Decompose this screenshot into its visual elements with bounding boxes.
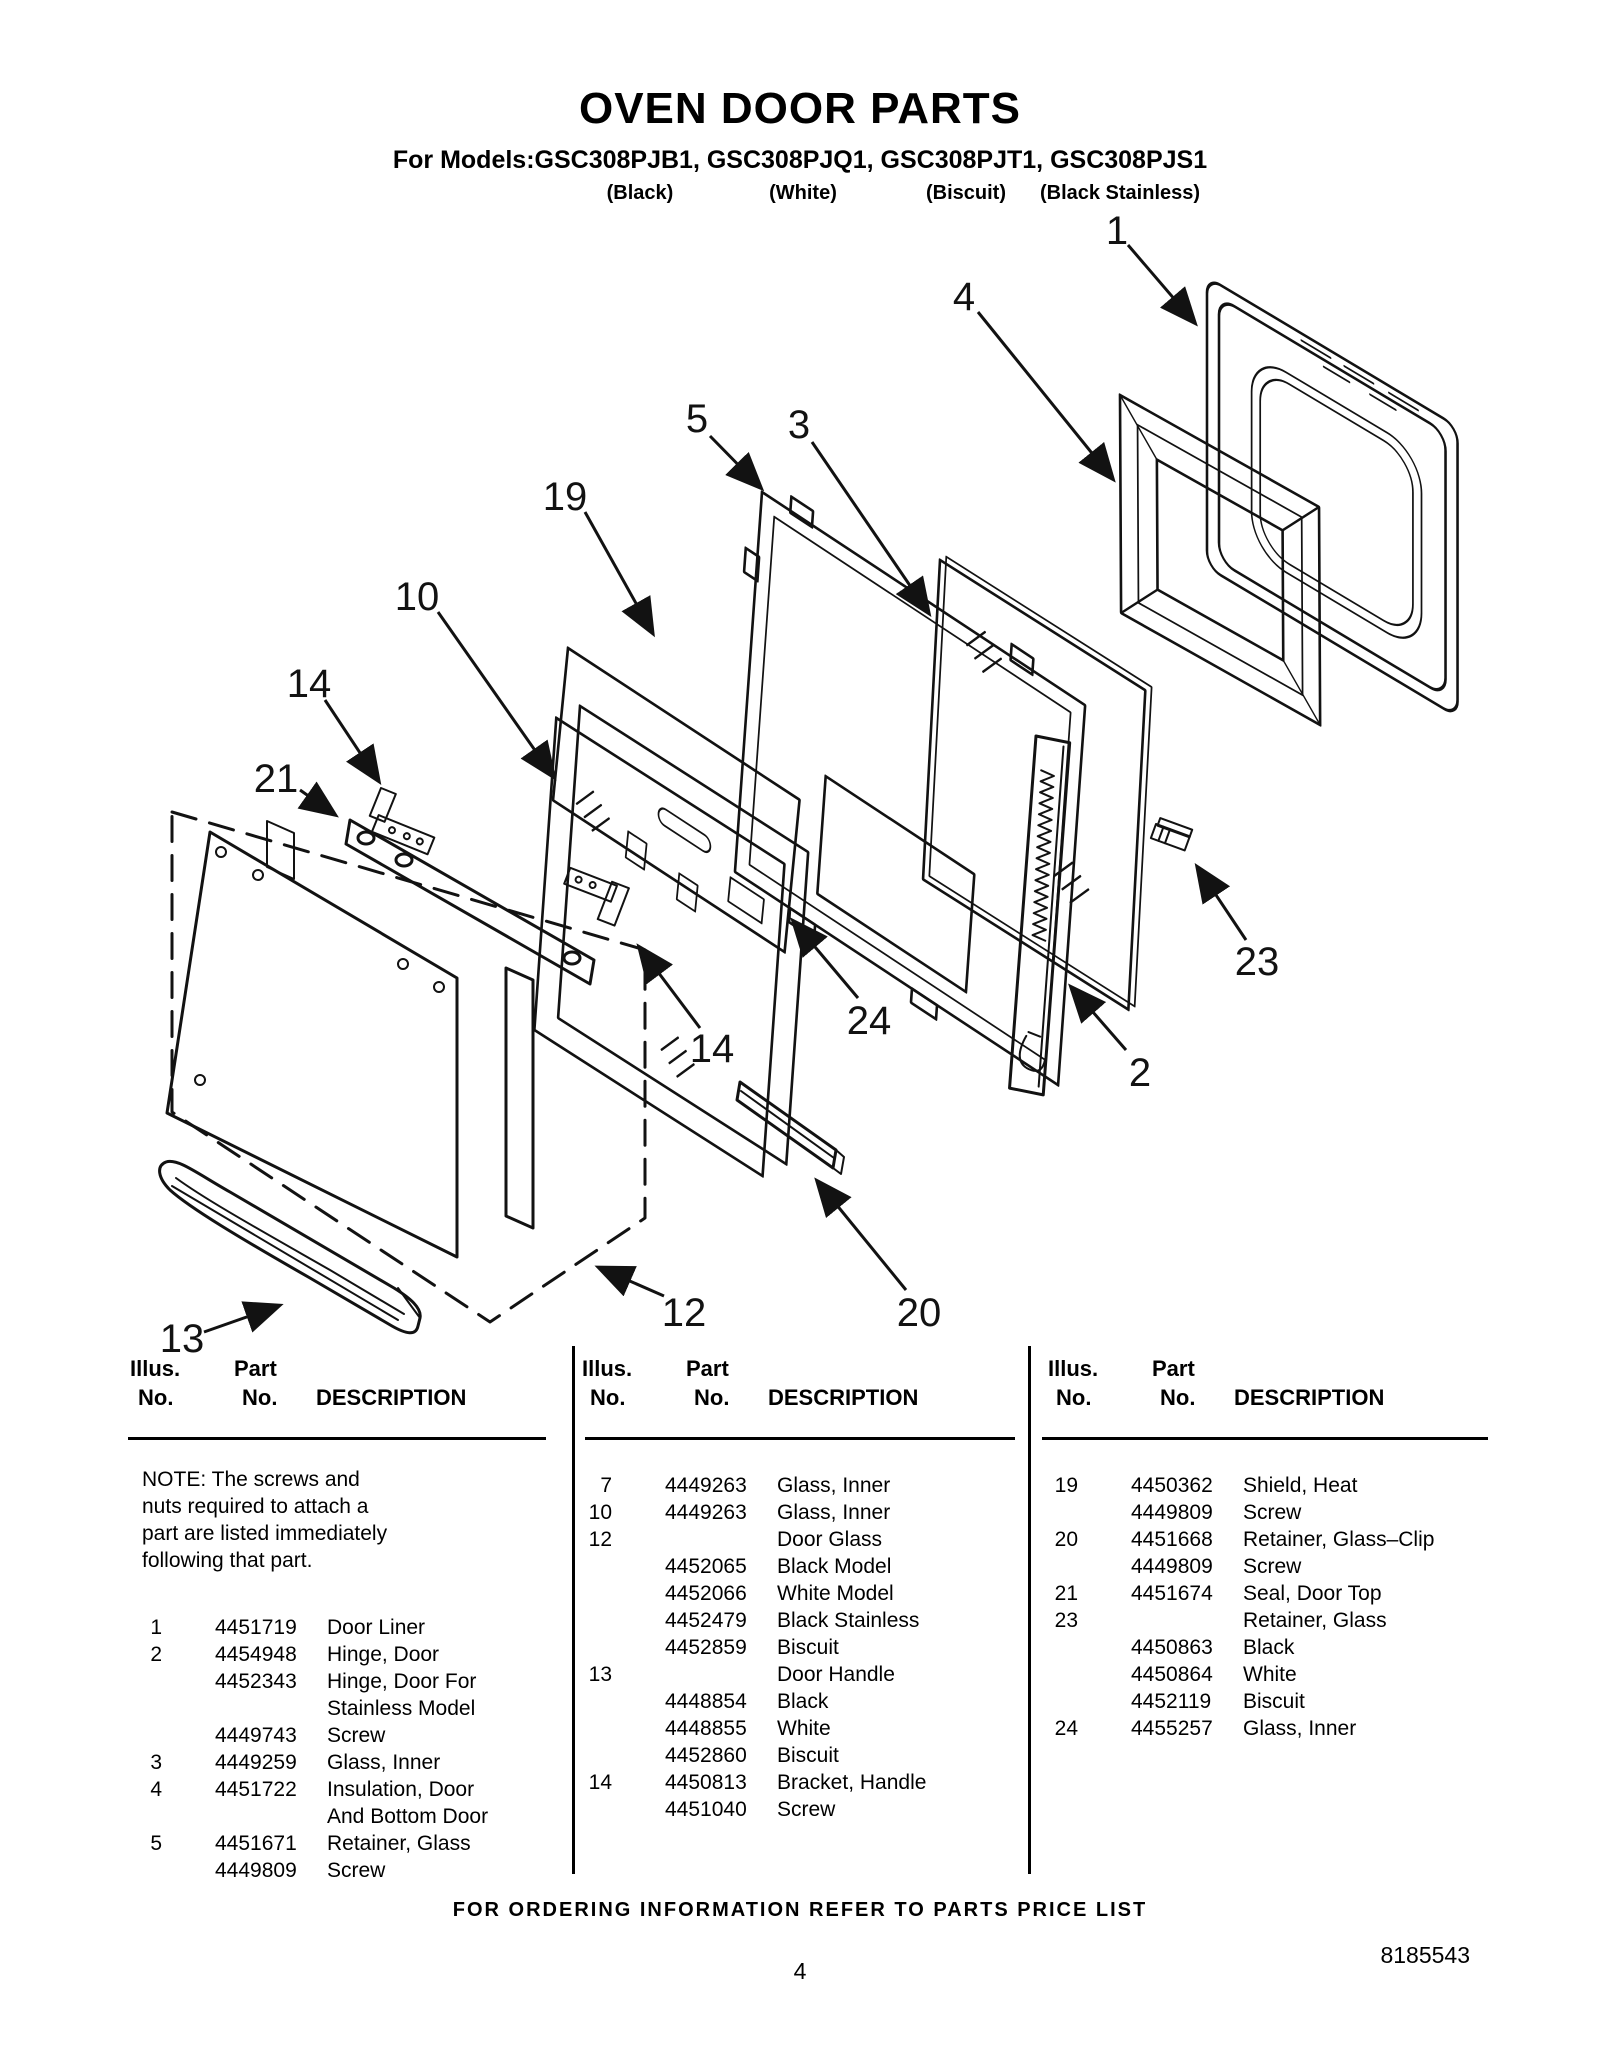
cell-desc: Glass, Inner bbox=[1243, 1717, 1357, 1740]
cell-desc: And Bottom Door bbox=[327, 1805, 489, 1828]
cell-illus bbox=[560, 1715, 612, 1742]
table-row bbox=[1026, 1499, 1486, 1526]
cell-part: 4450813 bbox=[665, 1771, 747, 1794]
callout-label-2: 2 bbox=[1128, 1051, 1152, 1095]
cell-desc: Biscuit bbox=[777, 1636, 839, 1659]
table-row bbox=[560, 1472, 1000, 1499]
glass-retainer-clip-illustration bbox=[1151, 817, 1192, 850]
cell-part: 4449263 bbox=[665, 1501, 747, 1524]
table-note: NOTE: The screws and nuts required to attach a part are listed immediately following that part. bbox=[142, 1468, 388, 1572]
callout-label-5: 5 bbox=[685, 397, 709, 441]
cell-desc: Screw bbox=[1243, 1555, 1302, 1578]
parts-list-col1 bbox=[110, 1614, 550, 1884]
table-row bbox=[110, 1776, 550, 1803]
cell-desc: Biscuit bbox=[1243, 1690, 1305, 1713]
header-no: No. bbox=[138, 1385, 174, 1410]
cell-illus bbox=[560, 1796, 612, 1823]
cell-part: 4449809 bbox=[1131, 1501, 1213, 1524]
table-row bbox=[110, 1803, 550, 1830]
callout-label-14a: 14 bbox=[286, 662, 332, 706]
cell-illus bbox=[110, 1803, 162, 1830]
header-description: DESCRIPTION bbox=[768, 1385, 919, 1410]
cell-illus bbox=[560, 1580, 612, 1607]
cell-desc: Black bbox=[777, 1690, 829, 1713]
table-row bbox=[110, 1722, 550, 1749]
cell-part: 4449259 bbox=[215, 1751, 297, 1774]
cell-desc: Screw bbox=[327, 1724, 386, 1747]
cell-desc: Hinge, Door bbox=[327, 1643, 440, 1666]
cell-desc: Retainer, Glass–Clip bbox=[1243, 1528, 1435, 1551]
header-description: DESCRIPTION bbox=[316, 1385, 467, 1410]
header-part: Part bbox=[686, 1356, 729, 1381]
header-illus: Illus. bbox=[582, 1356, 633, 1381]
cell-illus bbox=[560, 1553, 612, 1580]
table-row bbox=[560, 1796, 1000, 1823]
cell-illus: 2 bbox=[150, 1643, 162, 1666]
cell-desc: White bbox=[1243, 1663, 1297, 1686]
cell-illus: 3 bbox=[150, 1751, 162, 1774]
cell-illus: 14 bbox=[588, 1771, 612, 1794]
cell-illus: 21 bbox=[1054, 1582, 1078, 1605]
cell-part: 4452119 bbox=[1131, 1690, 1212, 1713]
cell-illus: 19 bbox=[1054, 1474, 1078, 1497]
table-row bbox=[560, 1526, 1000, 1553]
cell-illus bbox=[110, 1695, 162, 1722]
door-handle-illustration bbox=[160, 1161, 421, 1332]
cell-part: 4454948 bbox=[215, 1643, 297, 1666]
table-row bbox=[1026, 1661, 1486, 1688]
header-rule-col1 bbox=[128, 1437, 546, 1440]
cell-part: 4450864 bbox=[1131, 1663, 1213, 1686]
callout-label-24: 24 bbox=[846, 999, 892, 1043]
cell-desc: White Model bbox=[777, 1582, 894, 1605]
cell-part: 4455257 bbox=[1131, 1717, 1213, 1740]
cell-desc: Insulation, Door bbox=[327, 1778, 475, 1801]
cell-part bbox=[665, 1661, 777, 1688]
callout-label-1: 1 bbox=[1105, 209, 1129, 253]
cell-part: 4452343 bbox=[215, 1670, 297, 1693]
cell-illus bbox=[560, 1688, 612, 1715]
door-panel-illustration bbox=[167, 821, 533, 1257]
header-rule-col2 bbox=[585, 1437, 1015, 1440]
callout-label-14b: 14 bbox=[689, 1027, 735, 1071]
cell-part bbox=[1131, 1607, 1243, 1634]
callout-label-13: 13 bbox=[159, 1317, 205, 1361]
cell-desc: Bracket, Handle bbox=[777, 1771, 927, 1794]
table-row bbox=[560, 1580, 1000, 1607]
callout-label-19: 19 bbox=[542, 475, 588, 519]
cell-illus bbox=[1026, 1634, 1078, 1661]
cell-part: 4449743 bbox=[215, 1724, 297, 1747]
table-row bbox=[560, 1688, 1000, 1715]
table-row bbox=[1026, 1580, 1486, 1607]
header-no: No. bbox=[1160, 1385, 1196, 1410]
header-no: No. bbox=[590, 1385, 626, 1410]
cell-desc: White bbox=[777, 1717, 831, 1740]
cell-illus: 1 bbox=[150, 1616, 162, 1639]
page-title: OVEN DOOR PARTS bbox=[578, 84, 1021, 133]
cell-illus bbox=[1026, 1499, 1078, 1526]
cell-part: 4452066 bbox=[665, 1582, 747, 1605]
callout-label-20: 20 bbox=[896, 1291, 942, 1335]
cell-illus: 24 bbox=[1054, 1717, 1078, 1740]
cell-illus bbox=[110, 1857, 162, 1884]
cell-part: 4452065 bbox=[665, 1555, 747, 1578]
header-no: No. bbox=[694, 1385, 730, 1410]
table-header-col1 bbox=[108, 1356, 548, 1440]
cell-desc: Door Handle bbox=[777, 1663, 895, 1686]
cell-desc: Glass, Inner bbox=[327, 1751, 441, 1774]
callout-label-3: 3 bbox=[787, 403, 811, 447]
callout-label-23: 23 bbox=[1234, 940, 1280, 984]
cell-desc: Retainer, Glass bbox=[327, 1832, 471, 1855]
table-header-col3 bbox=[1026, 1356, 1476, 1440]
cell-illus: 4 bbox=[150, 1778, 162, 1801]
cell-part: 4451722 bbox=[215, 1778, 297, 1801]
models-line: For Models:GSC308PJB1, GSC308PJQ1, GSC308PJT1, GSC308PJS1 bbox=[392, 146, 1208, 174]
cell-desc: Seal, Door Top bbox=[1243, 1582, 1382, 1605]
cell-part: 4448854 bbox=[665, 1690, 747, 1713]
cell-part: 4452860 bbox=[665, 1744, 747, 1767]
cell-illus: 5 bbox=[150, 1832, 162, 1855]
ordering-note: FOR ORDERING INFORMATION REFER TO PARTS PRICE LIST bbox=[452, 1899, 1148, 1921]
table-row bbox=[560, 1553, 1000, 1580]
cell-desc: Door Liner bbox=[327, 1616, 426, 1639]
cell-desc: Stainless Model bbox=[327, 1697, 476, 1720]
cell-desc: Screw bbox=[1243, 1501, 1302, 1524]
table-row bbox=[1026, 1688, 1486, 1715]
cell-part: 4451671 bbox=[215, 1832, 297, 1855]
header-part: Part bbox=[1152, 1356, 1195, 1381]
cell-illus bbox=[560, 1742, 612, 1769]
cell-illus bbox=[1026, 1661, 1078, 1688]
cell-illus: 13 bbox=[588, 1663, 612, 1686]
cell-desc: Door Glass bbox=[777, 1528, 883, 1551]
cell-part: 4450863 bbox=[1131, 1636, 1213, 1659]
cell-illus: 20 bbox=[1054, 1528, 1078, 1551]
cell-part: 4451674 bbox=[1131, 1582, 1213, 1605]
header-description: DESCRIPTION bbox=[1234, 1385, 1385, 1410]
cell-illus bbox=[110, 1668, 162, 1695]
cell-part: 4449809 bbox=[215, 1859, 297, 1882]
cell-part: 4449809 bbox=[1131, 1555, 1213, 1578]
table-row bbox=[110, 1614, 550, 1641]
table-row bbox=[1026, 1553, 1486, 1580]
cell-illus: 12 bbox=[588, 1528, 612, 1551]
cell-part: 4451668 bbox=[1131, 1528, 1213, 1551]
document-number: 8185543 bbox=[1380, 1942, 1470, 1968]
table-row bbox=[110, 1641, 550, 1668]
table-row bbox=[110, 1695, 550, 1722]
cell-illus bbox=[1026, 1553, 1078, 1580]
finish-label-black: (Black) bbox=[606, 182, 674, 204]
callout-label-21: 21 bbox=[253, 757, 299, 801]
table-row bbox=[560, 1715, 1000, 1742]
cell-desc: Hinge, Door For bbox=[327, 1670, 477, 1693]
table-row bbox=[110, 1749, 550, 1776]
door-top-seal-illustration bbox=[346, 820, 594, 984]
callout-label-10: 10 bbox=[394, 575, 440, 619]
callout-label-12: 12 bbox=[661, 1291, 707, 1335]
header-rule-col3 bbox=[1042, 1437, 1488, 1440]
table-row bbox=[110, 1668, 550, 1695]
heat-shield-illustration bbox=[551, 648, 799, 969]
cell-illus: 7 bbox=[600, 1474, 612, 1497]
header-part: Part bbox=[234, 1356, 277, 1381]
cell-part: 4452479 bbox=[665, 1609, 747, 1632]
table-row bbox=[560, 1769, 1000, 1796]
door-liner-illustration bbox=[1207, 277, 1458, 717]
table-row bbox=[1026, 1607, 1486, 1634]
handle-bracket-upper-illustration bbox=[365, 788, 445, 854]
cell-desc: Screw bbox=[777, 1798, 836, 1821]
cell-part: 4452859 bbox=[665, 1636, 747, 1659]
parts-list-col3 bbox=[1026, 1472, 1486, 1742]
table-header-col2 bbox=[560, 1356, 990, 1440]
table-row bbox=[110, 1830, 550, 1857]
cell-part bbox=[215, 1803, 327, 1830]
cell-part: 4451719 bbox=[215, 1616, 297, 1639]
table-row bbox=[560, 1607, 1000, 1634]
cell-desc: Screw bbox=[327, 1859, 386, 1882]
cell-part: 4451040 bbox=[665, 1798, 747, 1821]
cell-part: 4450362 bbox=[1131, 1474, 1213, 1497]
cell-illus: 10 bbox=[588, 1501, 612, 1524]
table-row bbox=[560, 1742, 1000, 1769]
header-illus: Illus. bbox=[1048, 1356, 1099, 1381]
cell-desc: Black Stainless bbox=[777, 1609, 920, 1632]
cell-desc: Glass, Inner bbox=[777, 1474, 891, 1497]
cell-illus bbox=[560, 1607, 612, 1634]
cell-illus bbox=[560, 1634, 612, 1661]
table-row bbox=[1026, 1715, 1486, 1742]
finish-label-black-stainless: (Black Stainless) bbox=[1039, 182, 1201, 204]
cell-part: 4448855 bbox=[665, 1717, 747, 1740]
cell-part bbox=[215, 1695, 327, 1722]
table-row bbox=[560, 1634, 1000, 1661]
callout-arrows bbox=[204, 245, 1246, 1332]
parts-list-col2 bbox=[560, 1472, 1000, 1823]
table-row bbox=[560, 1499, 1000, 1526]
table-row bbox=[110, 1857, 550, 1884]
callout-label-4: 4 bbox=[952, 275, 976, 319]
table-row bbox=[560, 1661, 1000, 1688]
table-row bbox=[1026, 1526, 1486, 1553]
finish-label-white: (White) bbox=[769, 182, 837, 204]
cell-desc: Biscuit bbox=[777, 1744, 839, 1767]
cell-illus bbox=[110, 1722, 162, 1749]
cell-part: 4449263 bbox=[665, 1474, 747, 1497]
cell-illus bbox=[1026, 1688, 1078, 1715]
table-row bbox=[1026, 1472, 1486, 1499]
table-row bbox=[1026, 1634, 1486, 1661]
page-number: 4 bbox=[793, 1958, 807, 1984]
header-no: No. bbox=[242, 1385, 278, 1410]
header-no: No. bbox=[1056, 1385, 1092, 1410]
cell-part bbox=[665, 1526, 777, 1553]
cell-desc: Black bbox=[1243, 1636, 1295, 1659]
cell-desc: Glass, Inner bbox=[777, 1501, 891, 1524]
cell-illus: 23 bbox=[1054, 1609, 1078, 1632]
finish-label-biscuit: (Biscuit) bbox=[926, 182, 1006, 204]
header-illus: Illus. bbox=[130, 1356, 181, 1381]
cell-desc: Shield, Heat bbox=[1243, 1474, 1358, 1497]
cell-desc: Black Model bbox=[777, 1555, 892, 1578]
callout-labels bbox=[160, 209, 1280, 1361]
cell-desc: Retainer, Glass bbox=[1243, 1609, 1387, 1632]
